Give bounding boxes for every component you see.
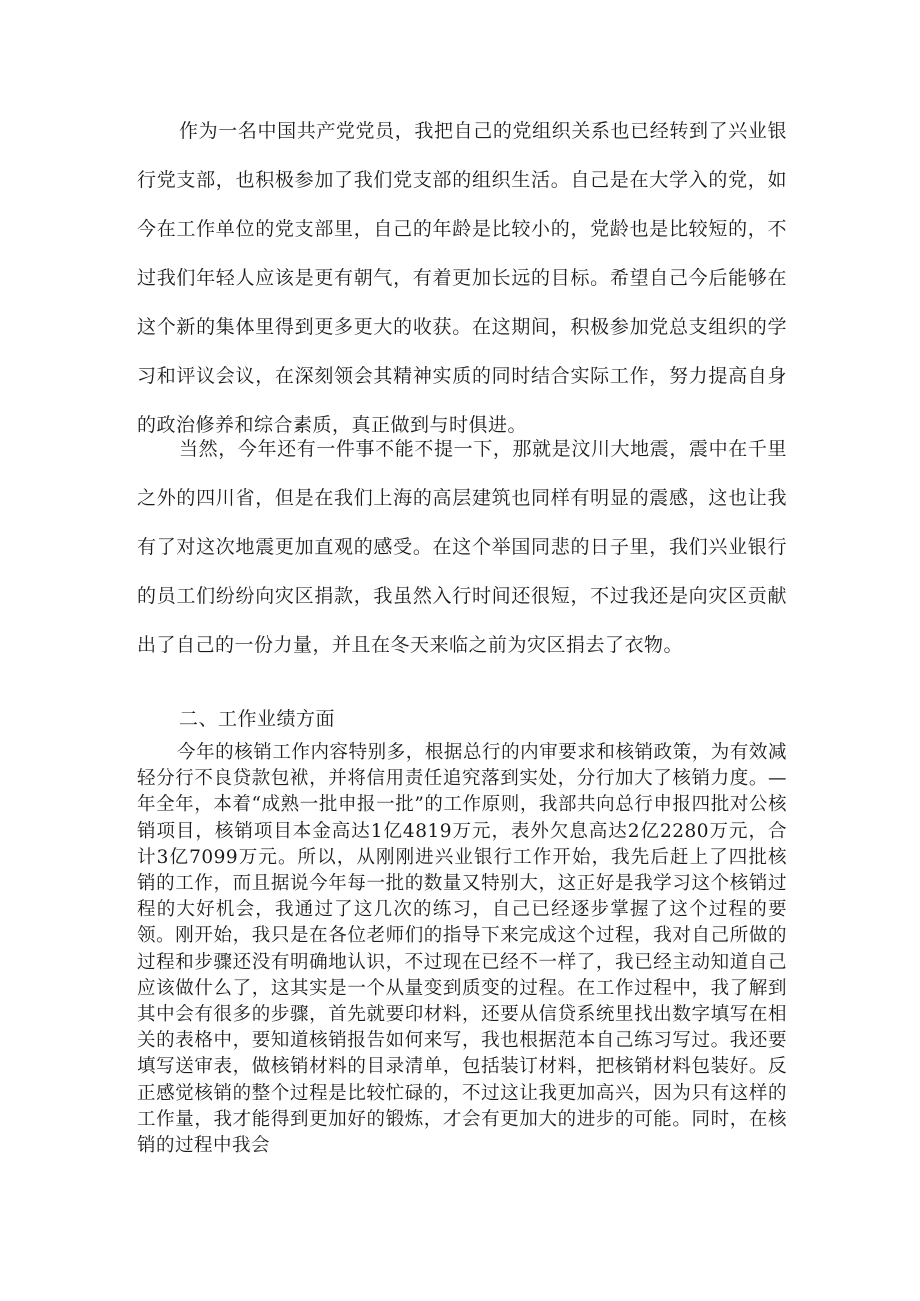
paragraph-write-off-work: 今年的核销工作内容特别多，根据总行的内审要求和核销政策，为有效减轻分行不良贷款包袱，并将信用责任追究落到实处，分行加大了核销力度。—年全年，本着“成熟一批申报一批”的工作原则，我部共向总行申报四批对公核销项目，核销项目本金高达1亿4819万元，表外欠息高达2亿2280万元，合计3亿7099万元。所以，从刚刚进兴业银行工作开始，我先后赶上了四批核销的工作，而且据说今年每一批的数量又特别大，这正好是我学习这个核销过程的大好机会，我通过了这几次的练习，自己已经逐步掌握了这个过程的要领。刚开始，我只是在各位老师们的指导下来完成这个过程，我对自己所做的过程和步骤还没有明确地认识，不过现在已经不一样了，我已经主动知道自己应该做什么了，这其实是一个从量变到质变的过程。在工作过程中，我了解到其中会有很多的步骤，首先就要印材料，还要从信贷系统里找出数字填写在相关的表格中，要知道核销报告如何来写，我也根据范本自己练习写过。我还要填写送审表，做核销材料的目录清单，包括装订材料，把核销材料包装好。反正感觉核销的整个过程是比较忙碌的，不过这让我更加高兴，因为只有这样的工作量，我才能得到更加好的锻炼，才会有更加大的进步的可能。同时，在核销的过程中我会: [137, 742, 787, 1157]
paragraph-party-membership: 作为一名中国共产党党员，我把自己的党组织关系也已经转到了兴业银行党支部，也积极参加了我们党支部的组织生活。自己是在大学入的党，如今在工作单位的党支部里，自己的年龄是比较小的，党龄也是比较短的，不过我们年轻人应该是更有朝气，有着更加长远的目标。希望自己今后能够在这个新的集体里得到更多更大的收获。在这期间，积极参加党总支组织的学习和评议会议，在深刻领会其精神实质的同时结合实际工作，努力提高自身的政治修养和综合素质，真正做到与时俱进。: [137, 120, 787, 436]
section-heading: 二、工作业绩方面: [179, 708, 336, 730]
paragraph-earthquake: 当然，今年还有一件事不能不提一下，那就是汶川大地震，震中在千里之外的四川省，但是在我们上海的高层建筑也同样有明显的震感，这也让我有了对这次地震更加直观的感受。在这个举国同悲的日子里，我们兴业银行的员工们纷纷向灾区捐款，我虽然入行时间还很短，不过我还是向灾区贡献出了自己的一份力量，并且在冬天来临之前为灾区捐去了衣物。: [137, 438, 787, 656]
